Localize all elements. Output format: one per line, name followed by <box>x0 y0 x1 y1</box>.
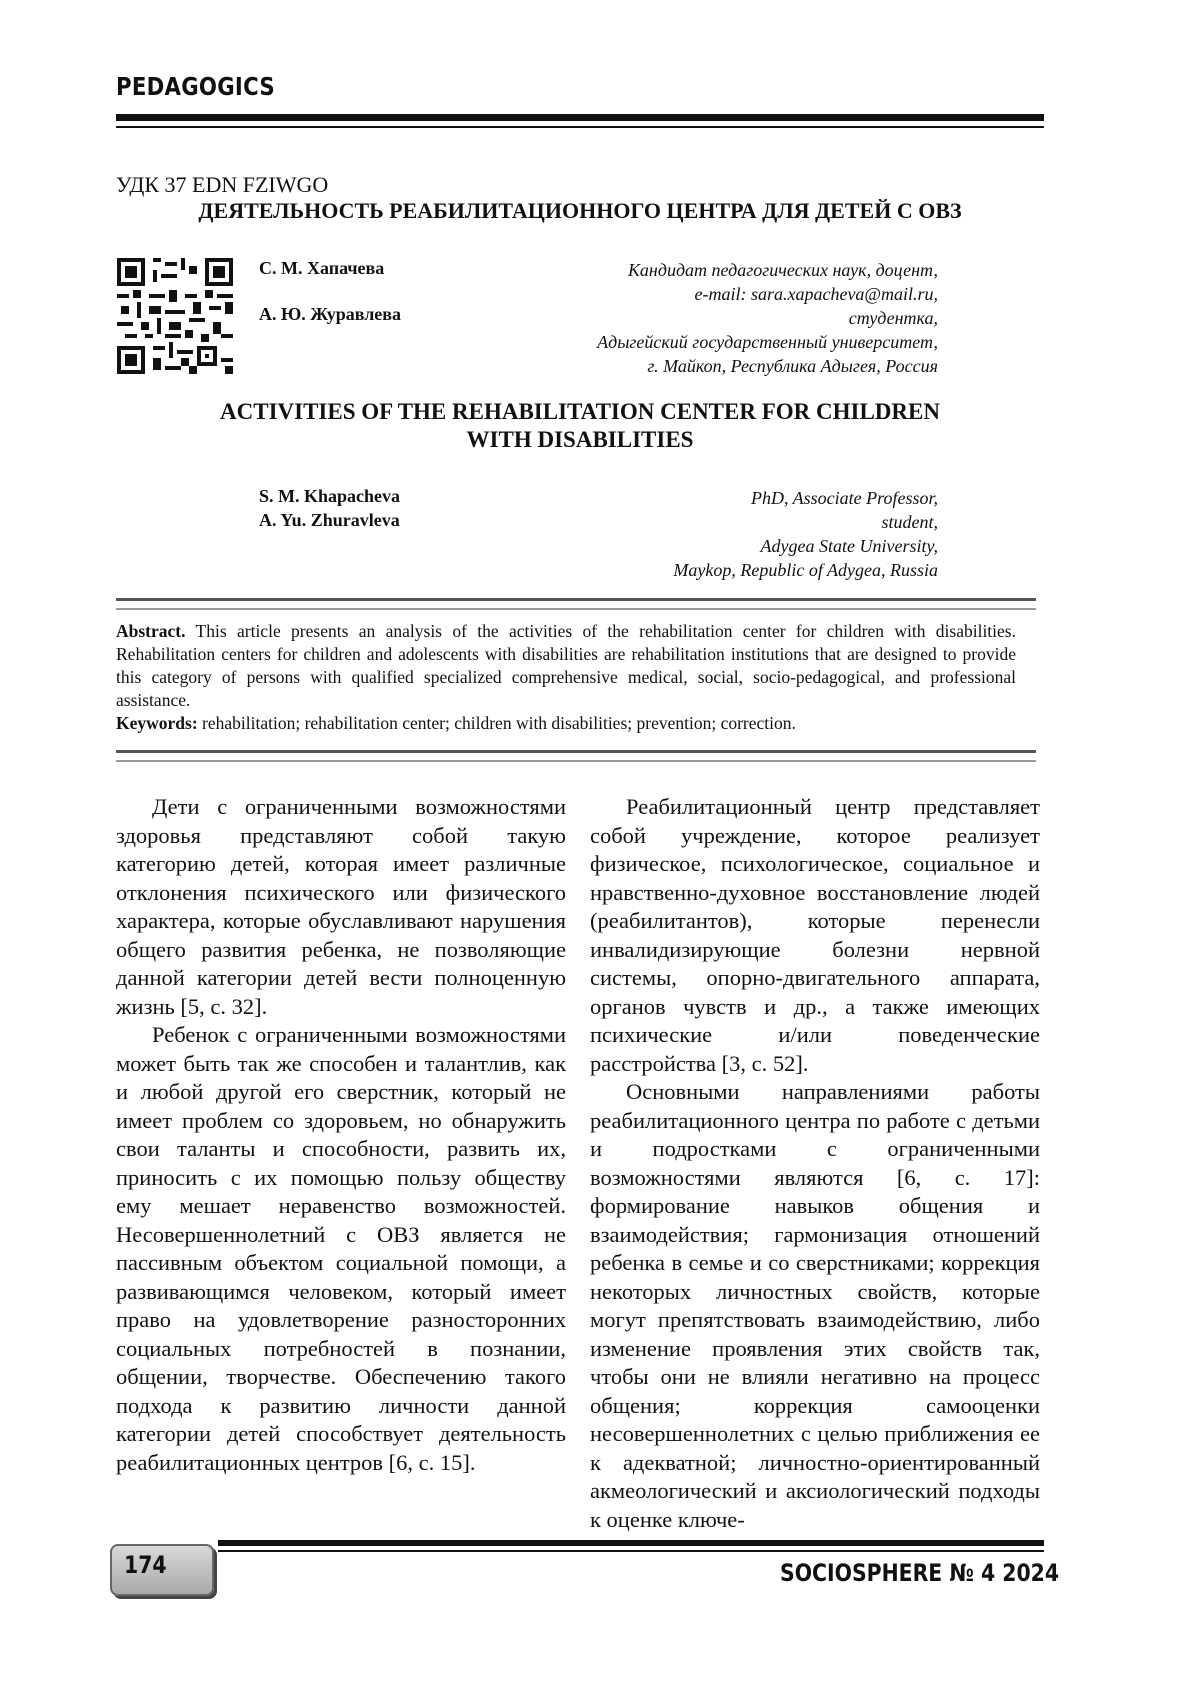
affiliation-ru-line: Кандидат педагогических наук, доцент, <box>627 260 938 280</box>
abstract-text: This article presents an analysis of the activities of the rehabilitation center for children with disabilities. Rehabilitation centers for children and adolescents with disabilities are rehabilitation institutions that are designed to provide this category of persons with qualified specialized comprehensive medical, social, socio-pedagogical, and professional assistance. <box>116 621 1016 710</box>
affiliation-ru <box>597 258 938 378</box>
abstract <box>116 620 1016 712</box>
udk-edn: УДК 37 EDN FZIWGO <box>116 172 329 197</box>
affiliation-en-line: Adygea State University, <box>760 536 938 556</box>
affiliation-en-line: student, <box>881 512 938 532</box>
abstract-block <box>116 620 1016 735</box>
body-column-right <box>590 793 1040 1534</box>
qr-code <box>117 258 233 374</box>
email: e-mail: sara.xapacheva@mail.ru, <box>694 284 938 304</box>
page-number: 174 <box>124 1551 167 1579</box>
footer-rule-thick <box>218 1540 1044 1546</box>
affiliation-en-line: Maykop, Republic of Adygea, Russia <box>673 560 938 580</box>
affiliation-en <box>673 486 938 582</box>
header-rule-thick <box>116 114 1044 121</box>
body-column-left <box>116 793 566 1477</box>
paragraph: Основными направлениями работы реабилитационного центра по работе с детьми и подростками с ограниченными возможностями являются [6, с. 17]: формирование навыков общения и взаимодействия; гармонизация отношений ребенка в семье и со сверстниками; коррекция некоторых личностных свойств, которые могут препятствовать взаимодействию, либо изменение проявления этих свойств так, чтобы они не влияли негативно на процесс общения; коррекция самооценки несовершеннолетних с целью приближения ее к адекватной; личностно-ориентированный акмеологический и аксиологический подходы к оценке ключе- <box>590 1079 1040 1532</box>
affiliation-ru-line: г. Майкоп, Республика Адыгея, Россия <box>647 356 938 376</box>
paragraph: Реабилитационный центр представляет собой учреждение, которое реализует физическое, психологическое, социальное и нравственно-духовное восстановление людей (реабилитантов), которые перенесли инвалидизирующие болезни нервной системы, опорно-двигательного аппарата, органов чувств и др., а также имеющих психические и/или поведенческие расстройства [3, с. 52]. <box>590 794 1040 1076</box>
abstract-top-rule <box>116 598 1036 610</box>
paragraph: Дети с ограниченными возможностями здоровья представляют собой такую категорию детей, которая имеет различные отклонения психического или физического характера, которые обуславливают нарушения общего развития ребенка, не позволяющие данной категории детей вести полноценную жизнь [5, с. 32]. <box>116 794 566 1019</box>
affiliation-en-line: PhD, Associate Professor, <box>751 488 938 508</box>
keywords-text: rehabilitation; rehabilitation center; children with disabilities; prevention; correction. <box>202 713 796 733</box>
title-ru: ДЕЯТЕЛЬНОСТЬ РЕАБИЛИТАЦИОННОГО ЦЕНТРА ДЛЯ ДЕТЕЙ С ОВЗ <box>198 198 962 223</box>
author-ru-1: С. М. Хапачева <box>259 258 385 278</box>
author-ru-2: А. Ю. Журавлева <box>259 304 401 324</box>
title-en <box>116 398 1044 454</box>
abstract-bottom-rule <box>116 750 1036 762</box>
keywords-label: Keywords: <box>116 713 198 733</box>
title-en-line: ACTIVITIES OF THE REHABILITATION CENTER FOR CHILDREN <box>220 399 940 424</box>
title-en-line: WITH DISABILITIES <box>466 427 694 452</box>
keywords <box>116 712 1016 735</box>
paragraph: Ребенок с ограниченными возможностями может быть так же способен и талантлив, как и любой другой его сверстник, который не имеет проблем со здоровьем, но обнаружить свои таланты и способности, развить их, приносить с их помощью пользу обществу ему мешает неравенство возможностей. Несовершеннолетний с ОВЗ является не пассивным объектом социальной помощи, а развивающимся человеком, который имеет право на удовлетворение разносторонних социальных потребностей в познании, общении, творчестве. Обеспечению такого подхода к развитию личности данной категории детей способствует деятельность реабилитационных центров [6, с. 15]. <box>116 1022 566 1475</box>
header-rule-thin <box>116 126 1044 128</box>
journal-name: SOCIOSPHERE № 4 2024 <box>780 1559 1060 1587</box>
section-label: PEDAGOGICS <box>116 72 275 101</box>
abstract-label: Abstract. <box>116 621 186 641</box>
footer-rule-thin <box>218 1550 1044 1552</box>
author-en-1: S. M. Khapacheva <box>259 486 401 506</box>
affiliation-ru-line: студентка, <box>848 308 938 328</box>
author-en-2: A. Yu. Zhuravleva <box>259 510 400 530</box>
affiliation-ru-line: Адыгейский государственный университет, <box>597 332 938 352</box>
